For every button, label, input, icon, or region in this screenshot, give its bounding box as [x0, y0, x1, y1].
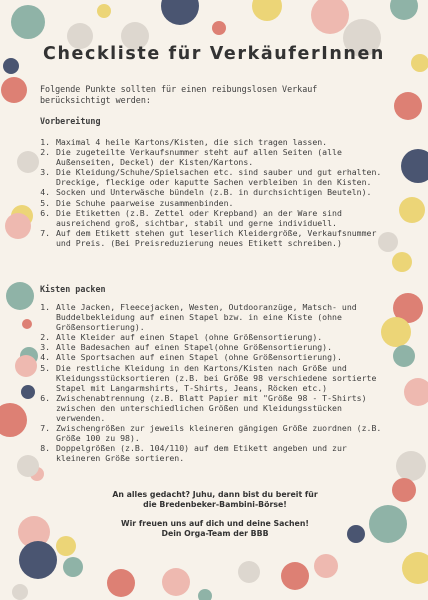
- list-item: 3. Die Kleidung/Schuhe/Spielsachen etc. sind sauber und gut erhalten. Dreckige, fleckige oder kaputte Sachen verbleiben in den Kisten.: [55, 167, 395, 187]
- intro-text: Folgende Punkte sollten für einen reibungslosen Verkauf berücksichtigt werden:: [40, 84, 318, 105]
- signature-message: [50, 519, 380, 539]
- checklist-kisten-packen: [44, 302, 395, 464]
- list-item: 2. Alle Kleider auf einen Stapel (ohne Größensortierung).: [55, 332, 395, 342]
- checklist-vorbereitung: [44, 137, 395, 248]
- list-item: 7. Zwischengrößen zur jeweils kleineren gängigen Größe zuordnen (z.B. Größe 100 zu 98).: [55, 423, 395, 443]
- list-item: 5. Die restliche Kleidung in den Kartons/Kisten nach Größe und Kleidungsstücksortieren (z.B. bei Größe 98 verschiedene sortierte Stapel mit Langarmshirts, T-Shirts, Jeans, Röcken etc.): [55, 363, 395, 393]
- closing-message: [50, 490, 380, 510]
- list-item: 8. Doppelgrößen (z.B. 104/110) auf dem Etikett angeben und zur kleineren Größe sortieren.: [55, 443, 395, 463]
- section-heading-vorbereitung: Vorbereitung: [40, 116, 101, 126]
- list-item: 1. Alle Jacken, Fleecejacken, Westen, Outdooranzüge, Matsch- und Buddelbekleidung auf einen Stapel bzw. in eine Kiste (ohne Größensortierung).: [55, 302, 395, 332]
- section-heading-kisten-packen: Kisten packen: [40, 284, 106, 294]
- closing-line: Dein Orga-Team der BBB: [161, 529, 269, 539]
- list-item: 2. Die zugeteilte Verkaufsnummer steht auf allen Seiten (alle Außenseiten, Deckel) der Kisten/Kartons.: [55, 147, 395, 167]
- page-title: Checkliste für VerkäuferInnen: [43, 44, 385, 64]
- list-item: 3. Alle Badesachen auf einen Stapel(ohne Größensortierung).: [55, 342, 395, 352]
- list-item: 7. Auf dem Etikett stehen gut leserlich Kleidergröße, Verkaufsnummer und Preis. (Bei Preisreduzierung neues Etikett schreiben.): [55, 228, 395, 248]
- closing-line: die Bredenbeker-Bambini-Börse!: [143, 500, 287, 510]
- list-item: 1. Maximal 4 heile Kartons/Kisten, die sich tragen lassen.: [55, 137, 395, 147]
- closing-line: Wir freuen uns auf dich und deine Sachen!: [121, 519, 309, 528]
- list-item: 4. Socken und Unterwäsche bündeln (z.B. in durchsichtigen Beuteln).: [55, 187, 395, 197]
- list-item: 4. Alle Sportsachen auf einen Stapel (ohne Größensortierung).: [55, 352, 395, 362]
- list-item: 6. Die Etiketten (z.B. Zettel oder Krepband) an der Ware sind ausreichend groß, sichtbar, stabil und gerne individuell.: [55, 208, 395, 228]
- list-item: 6. Zwischenabtrennung (z.B. Blatt Papier mit "Größe 98 - T-Shirts) zwischen den unterschiedlichen Größen und Kleidungsstücken verwenden.: [55, 393, 395, 423]
- closing-line: An alles gedacht? Juhu, dann bist du bereit für: [112, 490, 318, 499]
- list-item: 5. Die Schuhe paarweise zusammenbinden.: [55, 198, 395, 208]
